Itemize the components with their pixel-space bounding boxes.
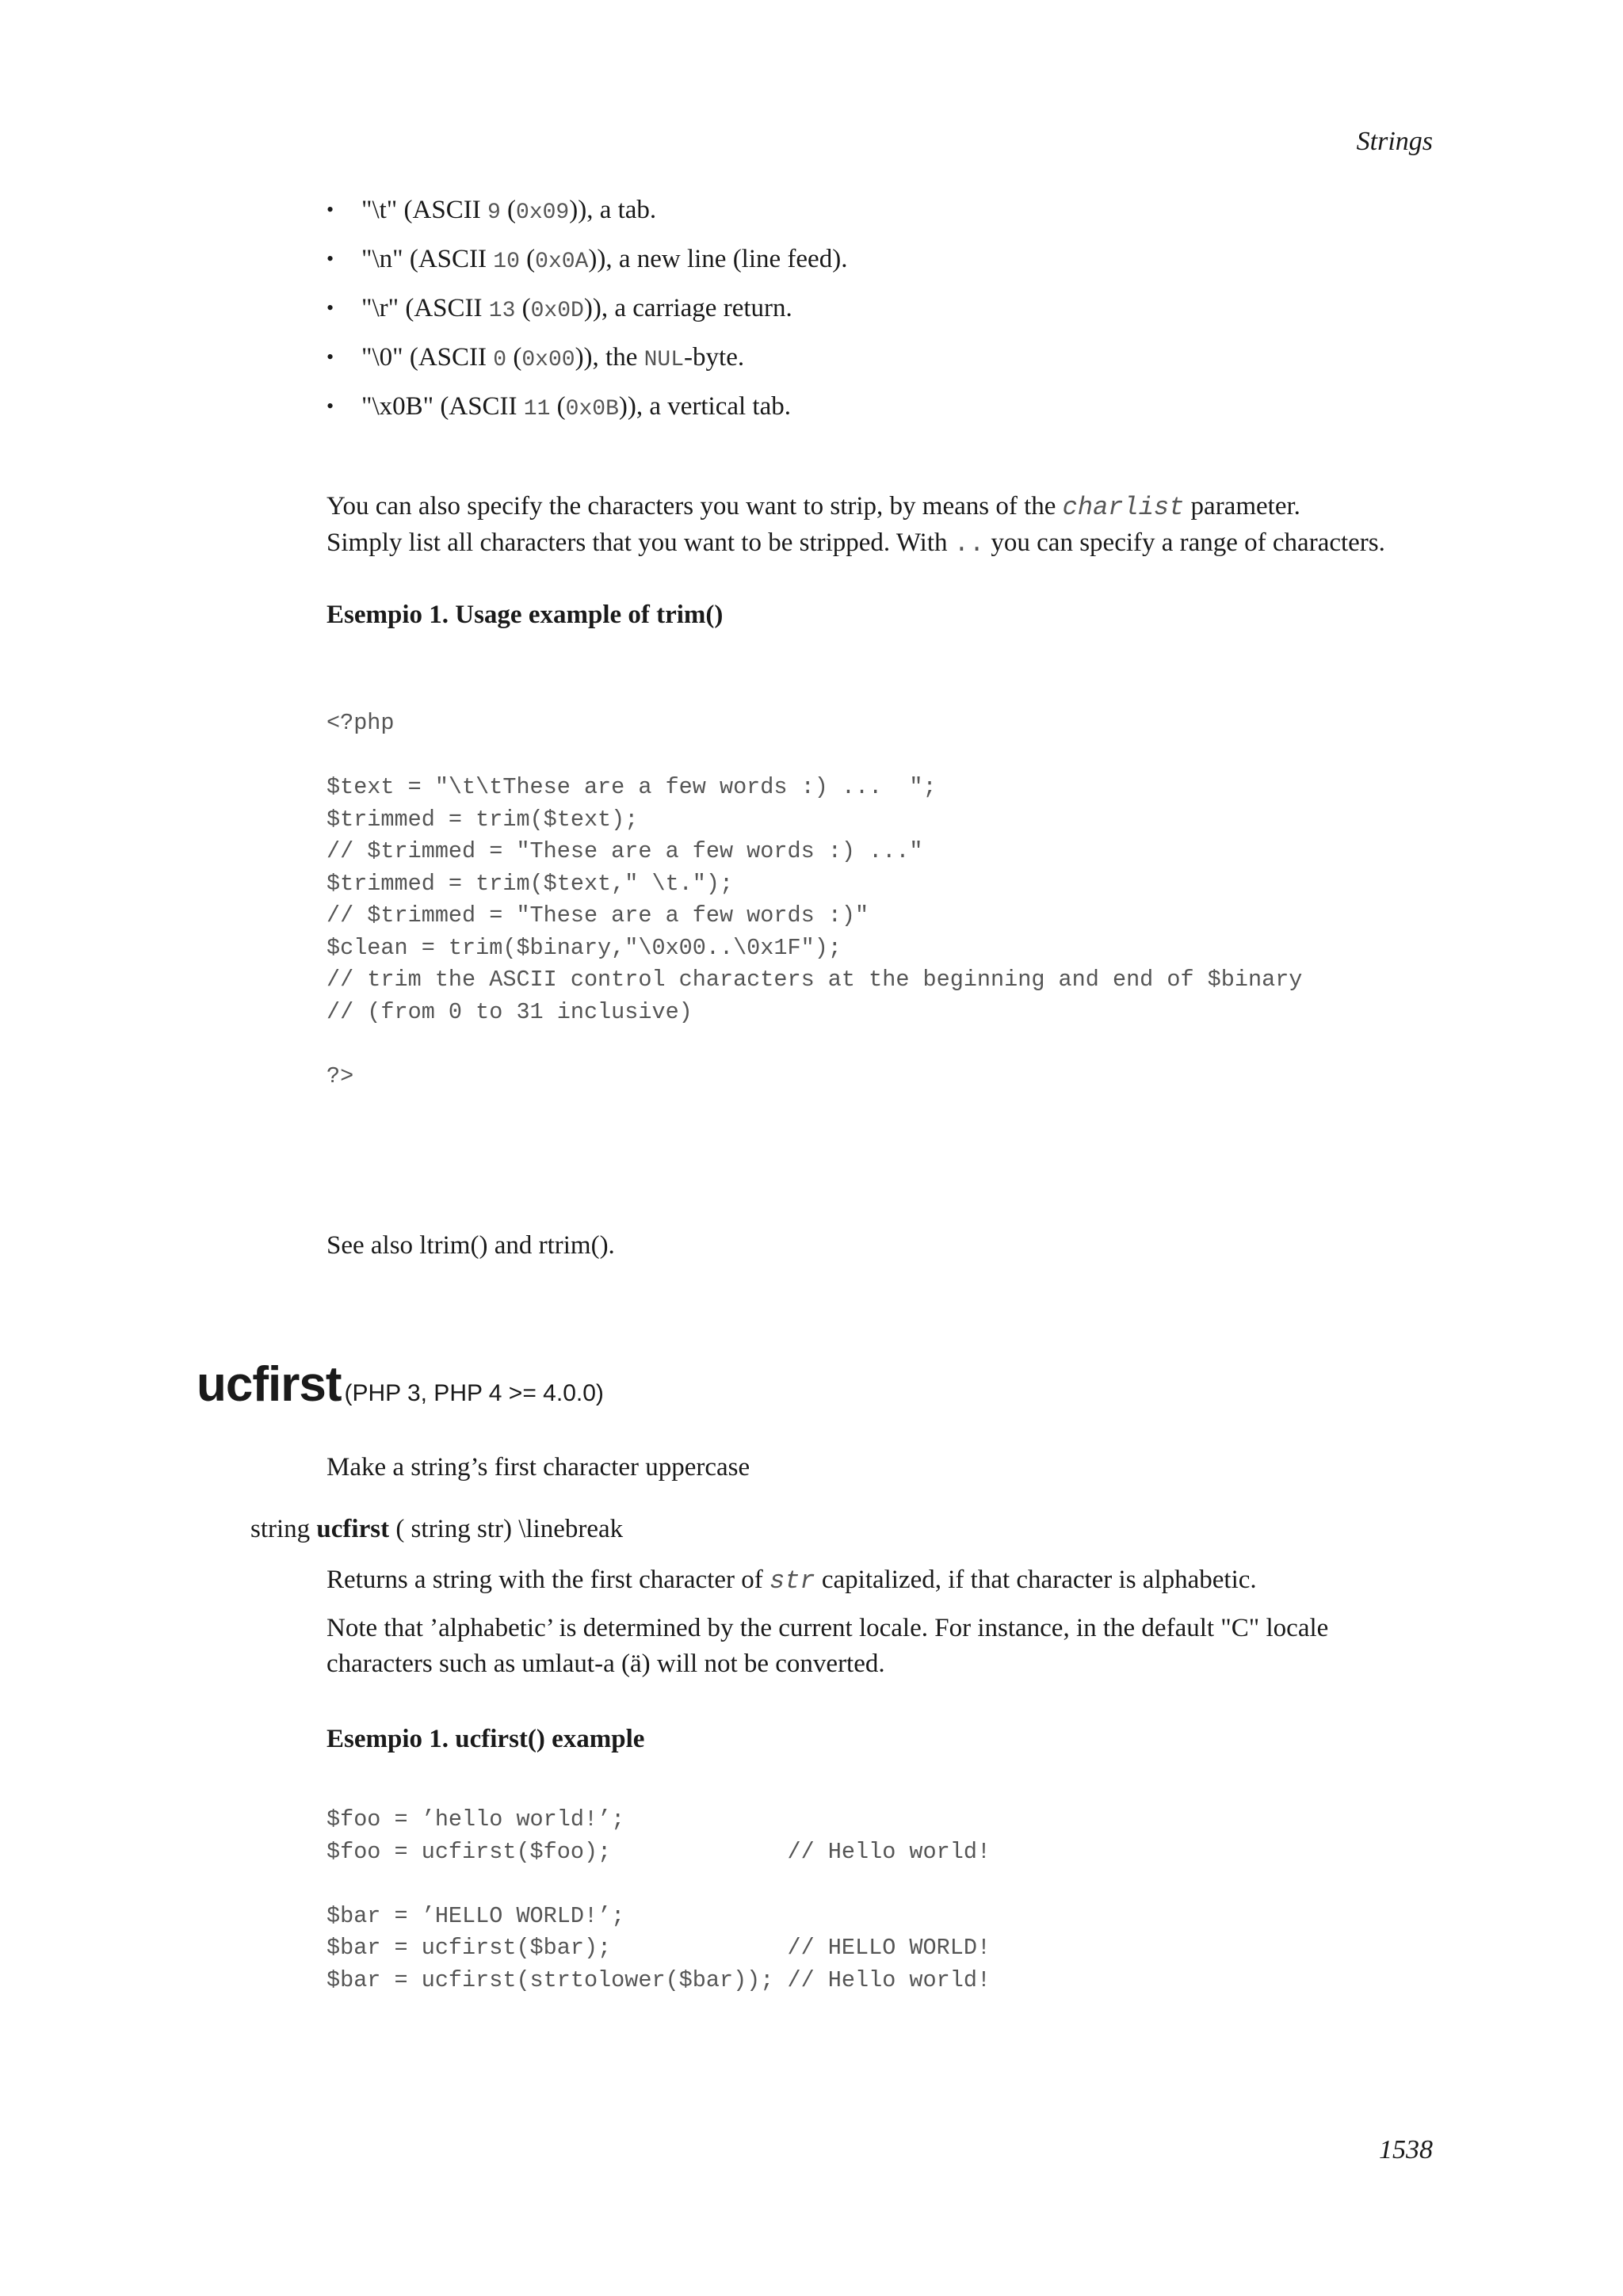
list-item [327, 194, 1436, 226]
ascii-code: 10 [493, 250, 520, 274]
list-item [327, 243, 1436, 275]
bullet-icon: • [327, 198, 334, 221]
function-description [327, 1562, 1257, 1599]
item-text: "\n" (ASCII [361, 245, 494, 273]
text: You can also specify the characters you want to strip, by means of the [327, 492, 1063, 521]
hex-code: 0x00 [521, 348, 575, 372]
param-name: charlist [1062, 493, 1185, 522]
item-text: ( [515, 294, 531, 322]
escape-sequence-list [327, 194, 1436, 440]
ascii-code: 9 [487, 200, 501, 225]
paragraph-line [327, 525, 1385, 562]
item-text: ( [519, 245, 536, 273]
trim-example-title: Esempio 1. Usage example of trim() [327, 601, 724, 629]
hex-code: 0x0A [535, 250, 589, 274]
item-text: )), the [575, 343, 644, 372]
synopsis-function-name: ucfirst [316, 1515, 390, 1543]
function-purpose: Make a string’s first character uppercase [327, 1453, 750, 1482]
function-version: (PHP 3, PHP 4 >= 4.0.0) [344, 1380, 604, 1406]
item-text: "\x0B" (ASCII [361, 392, 524, 421]
locale-note [327, 1611, 1328, 1682]
item-text: "\r" (ASCII [361, 294, 489, 322]
nul-code: NUL [643, 348, 685, 372]
ucfirst-example-code: $foo = ’hello world!’; $foo = ucfirst($foo); // Hello world! $bar = ’HELLO WORLD!’; $bar = ucfirst($bar); // HELLO WORLD! $bar = ucfirst(strtolower($bar)); // Hello world! [327, 1806, 991, 1993]
range-operator: .. [953, 529, 985, 559]
bullet-icon: • [327, 395, 334, 418]
item-text: )), a vertical tab. [618, 392, 792, 421]
paragraph-line [327, 489, 1385, 525]
bullet-icon: • [327, 296, 334, 319]
text: capitalized, if that character is alphabetic. [815, 1566, 1257, 1594]
page-number: 1538 [1379, 2135, 1433, 2164]
function-synopsis [250, 1515, 623, 1544]
paragraph-line: Note that ’alphabetic’ is determined by the current locale. For instance, in the default "C" locale [327, 1614, 1329, 1642]
function-name: ucfirst [197, 1357, 342, 1412]
see-also: See also ltrim() and rtrim(). [327, 1231, 615, 1260]
ucfirst-example-title: Esempio 1. ucfirst() example [327, 1725, 645, 1753]
paragraph-line: characters such as umlaut-a (ä) will not be converted. [327, 1650, 885, 1678]
trim-example-code: <?php $text = "\t\tThese are a few words :) ... "; $trimmed = trim($text); // $trimmed = "These are a few words :) ..." $trimmed = trim($text," \t."); // $trimmed = "These are a few words :)" $clean = trim($binary,"\0x00..\0x1F"); // trim the ASCII control characters at the beginning and end of $binary // (from 0 to 31 inclusive) ?> [327, 710, 1303, 1089]
return-type: string [250, 1515, 311, 1543]
item-text: )), a carriage return. [583, 294, 792, 322]
hex-code: 0x09 [516, 200, 570, 225]
item-text: -byte. [684, 343, 745, 372]
item-text: )), a tab. [569, 196, 657, 224]
param-name: str [769, 1566, 815, 1596]
item-text: ( [550, 392, 566, 421]
hex-code: 0x0B [565, 397, 619, 421]
running-header: Strings [1356, 127, 1433, 156]
item-text: ( [500, 196, 517, 224]
list-item [327, 391, 1436, 422]
charlist-paragraph [327, 489, 1385, 562]
ascii-code: 0 [493, 348, 507, 372]
item-text: ( [506, 343, 522, 372]
text: Returns a string with the first character of [327, 1566, 769, 1594]
synopsis-args: ( string str) \linebreak [389, 1515, 624, 1543]
function-title [197, 1356, 604, 1413]
hex-code: 0x0D [530, 299, 584, 323]
text: you can specify a range of characters. [984, 528, 1385, 557]
ascii-code: 11 [523, 397, 551, 421]
text: parameter. [1184, 492, 1300, 521]
bullet-icon: • [327, 345, 334, 368]
item-text: "\0" (ASCII [361, 343, 494, 372]
list-item [327, 341, 1436, 373]
bullet-icon: • [327, 247, 334, 270]
item-text: )), a new line (line feed). [588, 245, 848, 273]
text: Simply list all characters that you want to be stripped. With [327, 528, 954, 557]
list-item [327, 292, 1436, 324]
item-text: "\t" (ASCII [361, 196, 487, 224]
ascii-code: 13 [488, 299, 516, 323]
